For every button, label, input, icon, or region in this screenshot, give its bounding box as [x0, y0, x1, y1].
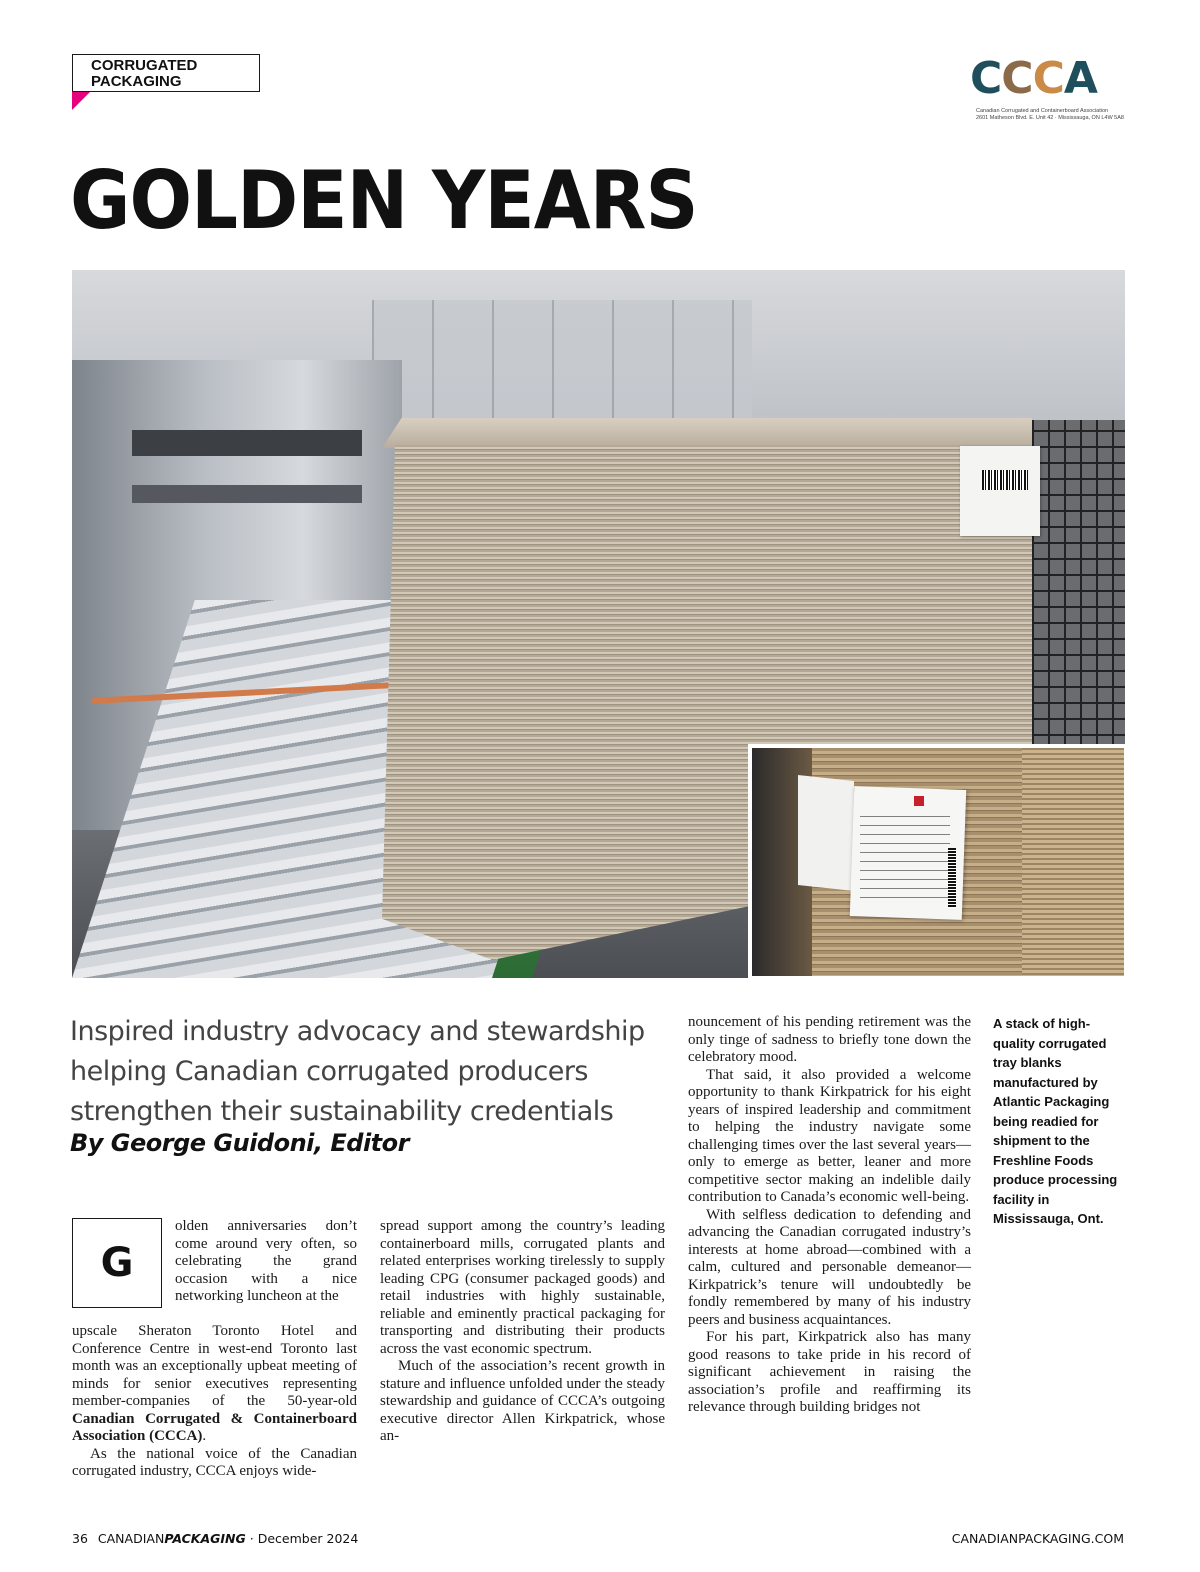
body-col3-paragraph-4: For his part, Kirkpatrick also has many good reasons to take pride in his record of significant achievement in raising the association’s profile and reaffirming its relevance through building bridges not — [688, 1329, 971, 1415]
body-col3-paragraph-2: That said, it also provided a welcome opportunity to thank Kirkpatrick for his eight years of inspired leadership and commitment to helping the industry navigate some challenging times over the last several years—only to emerge as better, leaner and more competitive sector making an indelible daily contribution to Canada’s economic well-being. — [688, 1066, 971, 1205]
ccca-logo — [970, 53, 1126, 132]
issue-date: · December 2024 — [245, 1531, 359, 1546]
body-col3 — [688, 1014, 971, 1417]
logo-letter-1: C — [970, 53, 1002, 104]
body-col2 — [380, 1218, 665, 1446]
ccca-logo-mark — [970, 53, 1097, 104]
inset-photo-shipping-label — [748, 744, 1128, 980]
inset-second-stack — [1022, 748, 1128, 978]
inset-label-text-lines — [860, 816, 950, 906]
logo-subtitle-line1: Canadian Corrugated and Containerboard Association — [976, 108, 1109, 114]
photo-barcode — [982, 470, 1028, 490]
body-col2-paragraph-2: Much of the association’s recent growth in stature and influence unfolded under the steady stewardship and guidance of CCCA’s outgoing executive director Allen Kirkpatrick, whose an- — [380, 1358, 665, 1444]
body-col2-paragraph-1: spread support among the country’s leading containerboard mills, corrugated plants and related enterprises working tirelessly to supply leading CPG (consumer packaged goods) and retail industries with highly sustainable, reliable and eminently practical packaging for transporting and distributing their products across the vast economic spectrum. — [380, 1218, 665, 1357]
deck-line-3: strengthen their sustainability credentials — [70, 1096, 614, 1127]
section-tag-line1: CORRUGATED — [91, 57, 198, 74]
footer-folio — [72, 1531, 358, 1546]
body-col1-text-end: . — [202, 1428, 207, 1444]
body-col1 — [72, 1323, 357, 1481]
body-col1-text-a: upscale Sheraton Toronto Hotel and Conference Centre in west-end Toronto last month was an exceptionally upbeat meeting of minds for senior executives representing member-companies of the 50-year-old — [72, 1323, 357, 1409]
logo-subtitle-line2: 2601 Matheson Blvd. E. Unit 42 · Mississauga, ON L4W 5A8 — [976, 115, 1124, 121]
logo-letter-3: C — [1032, 53, 1064, 104]
photo-stack-top — [382, 418, 1032, 448]
byline: By George Guidoni, Editor — [70, 1129, 409, 1157]
deck — [70, 1012, 670, 1132]
publication-name-regular: CANADIAN — [97, 1531, 165, 1546]
body-col1-association-name: Canadian Corrugated & Containerboard Association (CCCA) — [72, 1410, 357, 1444]
inset-label-barcode — [948, 848, 956, 908]
deck-line-2: helping Canadian corrugated producers — [70, 1056, 588, 1087]
publication-name-bold: PACKAGING — [164, 1531, 246, 1546]
inset-label-side — [798, 775, 854, 891]
logo-subtitle — [976, 108, 1128, 122]
photo-caption: A stack of high-quality corrugated tray blanks manufactured by Atlantic Packaging being readied for shipment to the Freshline Foods produce processing facility in Mississauga, Ont. — [993, 1016, 1118, 1226]
section-tag — [72, 54, 260, 92]
logo-letter-2: C — [1001, 53, 1033, 104]
body-col1-lead — [175, 1218, 357, 1306]
body-col1-lead-text: olden anniversaries don’t come around very often, so celebrating the grand occasion with a nice networking luncheon at the — [175, 1218, 357, 1304]
headline: GOLDEN YEARS — [70, 154, 698, 247]
body-col3-paragraph-1: nouncement of his pending retirement was the only tinge of sadness to briefly tone down the celebratory mood. — [688, 1014, 971, 1065]
footer-website: CANADIANPACKAGING.COM — [951, 1531, 1124, 1546]
drop-cap: G — [72, 1218, 162, 1308]
photo-shipping-label — [960, 446, 1040, 536]
body-col3-paragraph-3: With selfless dedication to defending and advancing the Canadian corrugated industry’s interests at home abroad—combined with a calm, cultured and personable demeanor—Kirkpatrick’s tenure will undoubtedly be fondly remembered by many of his industry peers and business acquaintances. — [688, 1206, 971, 1328]
deck-line-1: Inspired industry advocacy and stewardship — [70, 1016, 645, 1047]
section-tag-line2: PACKAGING — [91, 73, 182, 90]
body-col1-paragraph-2: As the national voice of the Canadian corrugated industry, CCCA enjoys wide- — [72, 1445, 357, 1479]
photo-machine-slot — [132, 430, 362, 456]
section-tag-flag — [72, 92, 90, 110]
photo-machine-slot-2 — [132, 485, 362, 503]
page-number: 36 — [72, 1531, 88, 1546]
body-col1-paragraph-1 — [72, 1323, 357, 1446]
logo-letter-4: A — [1063, 53, 1097, 104]
inset-label-logo-icon — [914, 796, 924, 806]
